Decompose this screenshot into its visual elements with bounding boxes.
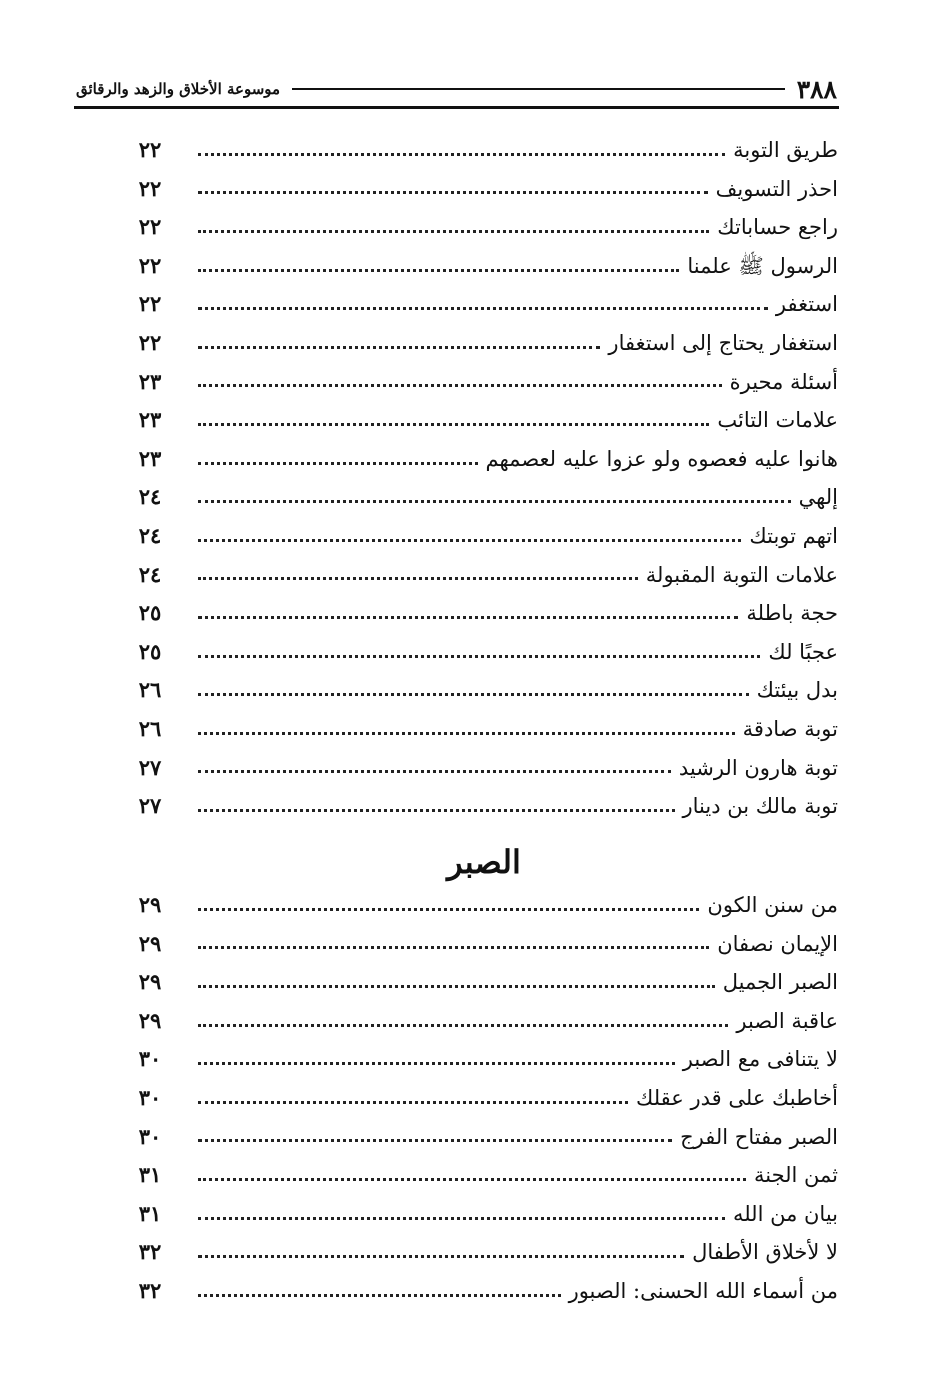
toc-entry-page: ٣١ <box>138 1162 162 1188</box>
dot-leader <box>198 1024 728 1027</box>
dot-leader <box>198 1255 684 1258</box>
dot-leader <box>198 153 725 156</box>
toc-entry-title: عجبًا لك <box>768 639 838 664</box>
toc-entry-page: ٢٢ <box>138 175 162 201</box>
toc-entry <box>130 247 838 286</box>
toc-entry-page: ٢٥ <box>138 638 162 664</box>
dot-leader <box>198 384 722 387</box>
running-header <box>74 72 839 109</box>
toc-entry-title: الإيمان نصفان <box>717 931 838 956</box>
toc-entry-title: الصبر الجميل <box>722 970 838 995</box>
toc-entry-title: راجع حساباتك <box>717 215 838 240</box>
toc-entry <box>130 1156 838 1195</box>
toc-entry-title: ثمن الجنة <box>753 1163 838 1188</box>
dot-leader <box>198 500 791 503</box>
dot-leader <box>198 1062 675 1065</box>
toc-entry-title: استغفار يحتاج إلى استغفار <box>608 330 838 355</box>
toc-entry <box>130 710 838 749</box>
toc-entry <box>130 556 838 595</box>
toc-entry-page: ٢٩ <box>138 930 162 956</box>
toc-entry-page: ٢٦ <box>138 677 162 703</box>
toc-entry-title: من أسماء الله الحسنى: الصبور <box>568 1278 838 1303</box>
toc-entry-title: إلهي <box>798 485 838 510</box>
toc-entry-title: استغفر <box>775 292 838 317</box>
toc-list-repentance <box>130 131 838 826</box>
book-title: موسوعة الأخلاق والزهد والرقائق <box>76 80 281 98</box>
dot-leader <box>198 191 708 194</box>
dot-leader <box>198 423 709 426</box>
toc-entry-title: اتهم توبتك <box>749 523 838 548</box>
toc-entry <box>130 208 838 247</box>
toc-entry <box>130 886 838 925</box>
toc-entry <box>130 925 838 964</box>
toc-entry <box>130 1272 838 1311</box>
toc-entry-page: ٢٤ <box>138 484 162 510</box>
toc-entry-title: لا يتنافى مع الصبر <box>682 1047 838 1072</box>
toc-entry-title: احذر التسويف <box>715 176 838 201</box>
toc-entry-title: طريق التوبة <box>733 138 838 162</box>
toc-entry <box>130 671 838 710</box>
toc-entry-title: بدل بيئتك <box>756 678 838 703</box>
dot-leader <box>198 770 671 773</box>
toc-entry-page: ٢٢ <box>138 329 162 355</box>
toc-entry <box>130 1118 838 1157</box>
toc-entry <box>130 1195 838 1234</box>
dot-leader <box>198 809 675 812</box>
toc-entry-page: ٢٧ <box>138 793 162 819</box>
toc-entry <box>130 963 838 1002</box>
toc-entry-page: ٢٢ <box>138 252 162 278</box>
dot-leader <box>198 539 741 542</box>
toc-entry-page: ٢٦ <box>138 715 162 741</box>
toc-entry <box>130 1002 838 1041</box>
toc-entry-page: ٢٩ <box>138 969 162 995</box>
dot-leader <box>198 985 715 988</box>
toc-entry-page: ٢٩ <box>138 1007 162 1033</box>
toc-entry-title: الرسول ﷺ علمنا <box>687 253 838 278</box>
toc-entry-page: ٣٠ <box>138 1084 162 1110</box>
dot-leader <box>198 732 735 735</box>
toc-entry-title: بيان من الله <box>732 1201 838 1226</box>
toc-entry-title: أخاطبك على قدر عقلك <box>636 1085 838 1110</box>
toc-entry-page: ٢٢ <box>138 137 162 162</box>
toc-entry <box>130 594 838 633</box>
section-heading-text: الصبر <box>447 843 521 881</box>
toc-entry <box>130 633 838 672</box>
toc-entry <box>130 787 838 826</box>
dot-leader <box>198 1217 725 1220</box>
toc-entry-page: ٣٠ <box>138 1046 162 1072</box>
dot-leader <box>198 307 768 310</box>
toc-entry-title: حجة باطلة <box>746 601 838 626</box>
page-number: ٣٨٨ <box>796 74 837 104</box>
toc-entry <box>130 440 838 479</box>
toc-entry <box>130 401 838 440</box>
dot-leader <box>198 1294 561 1297</box>
dot-leader <box>198 1101 628 1104</box>
toc-entry-title: علامات التائب <box>717 408 838 433</box>
toc-entry <box>130 363 838 402</box>
toc-entry <box>130 285 838 324</box>
toc-entry-title: توبة مالك بن دينار <box>682 794 838 819</box>
toc-entry-title: عاقبة الصبر <box>736 1008 838 1033</box>
toc-entry-page: ٢٩ <box>138 892 162 917</box>
toc-entry-page: ٣١ <box>138 1200 162 1226</box>
toc-entry <box>130 478 838 517</box>
toc-entry-title: توبة هارون الرشيد <box>678 755 838 780</box>
toc-entry-title: من سنن الكون <box>707 893 838 917</box>
section-heading <box>130 843 838 881</box>
toc-entry-title: أسئلة محيرة <box>729 369 838 394</box>
toc-entry-page: ٢٧ <box>138 754 162 780</box>
toc-entry-page: ٢٣ <box>138 368 162 394</box>
toc-entry <box>130 749 838 788</box>
dot-leader <box>198 1178 746 1181</box>
toc-entry <box>130 170 838 209</box>
toc-entry-page: ٢٤ <box>138 561 162 587</box>
toc-entry-page: ٣٠ <box>138 1123 162 1149</box>
toc-entry <box>130 517 838 556</box>
dot-leader <box>198 616 738 619</box>
toc-entry-page: ٢٣ <box>138 445 162 471</box>
toc-entry-title: توبة صادقة <box>742 716 838 741</box>
toc-entry-page: ٢٢ <box>138 214 162 240</box>
toc-entry-title: هانوا عليه فعصوه ولو عزوا عليه لعصمهم <box>485 446 838 471</box>
toc-entry-page: ٢٣ <box>138 407 162 433</box>
dot-leader <box>198 346 600 349</box>
toc-entry <box>130 1040 838 1079</box>
toc-entry-page: ٢٥ <box>138 600 162 626</box>
toc-entry-page: ٢٢ <box>138 291 162 317</box>
toc-entry-title: لا لأخلاق الأطفال <box>692 1240 838 1265</box>
toc-list-patience <box>130 886 838 1311</box>
dot-leader <box>198 655 760 658</box>
dot-leader <box>198 908 699 911</box>
dot-leader <box>198 577 638 580</box>
toc-entry-page: ٢٤ <box>138 522 162 548</box>
toc-entry <box>130 1233 838 1272</box>
dot-leader <box>198 693 749 696</box>
header-rule <box>292 88 785 90</box>
toc-entry <box>130 131 838 170</box>
toc-entry-title: الصبر مفتاح الفرج <box>680 1124 838 1149</box>
dot-leader <box>198 269 679 272</box>
toc-entry-title: علامات التوبة المقبولة <box>645 562 838 587</box>
dot-leader <box>198 462 478 465</box>
dot-leader <box>198 1139 672 1142</box>
toc-entry <box>130 1079 838 1118</box>
toc-entry-page: ٣٢ <box>138 1239 162 1265</box>
toc-entry <box>130 324 838 363</box>
toc-entry-page: ٣٢ <box>138 1277 162 1303</box>
dot-leader <box>198 946 709 949</box>
dot-leader <box>198 230 709 233</box>
